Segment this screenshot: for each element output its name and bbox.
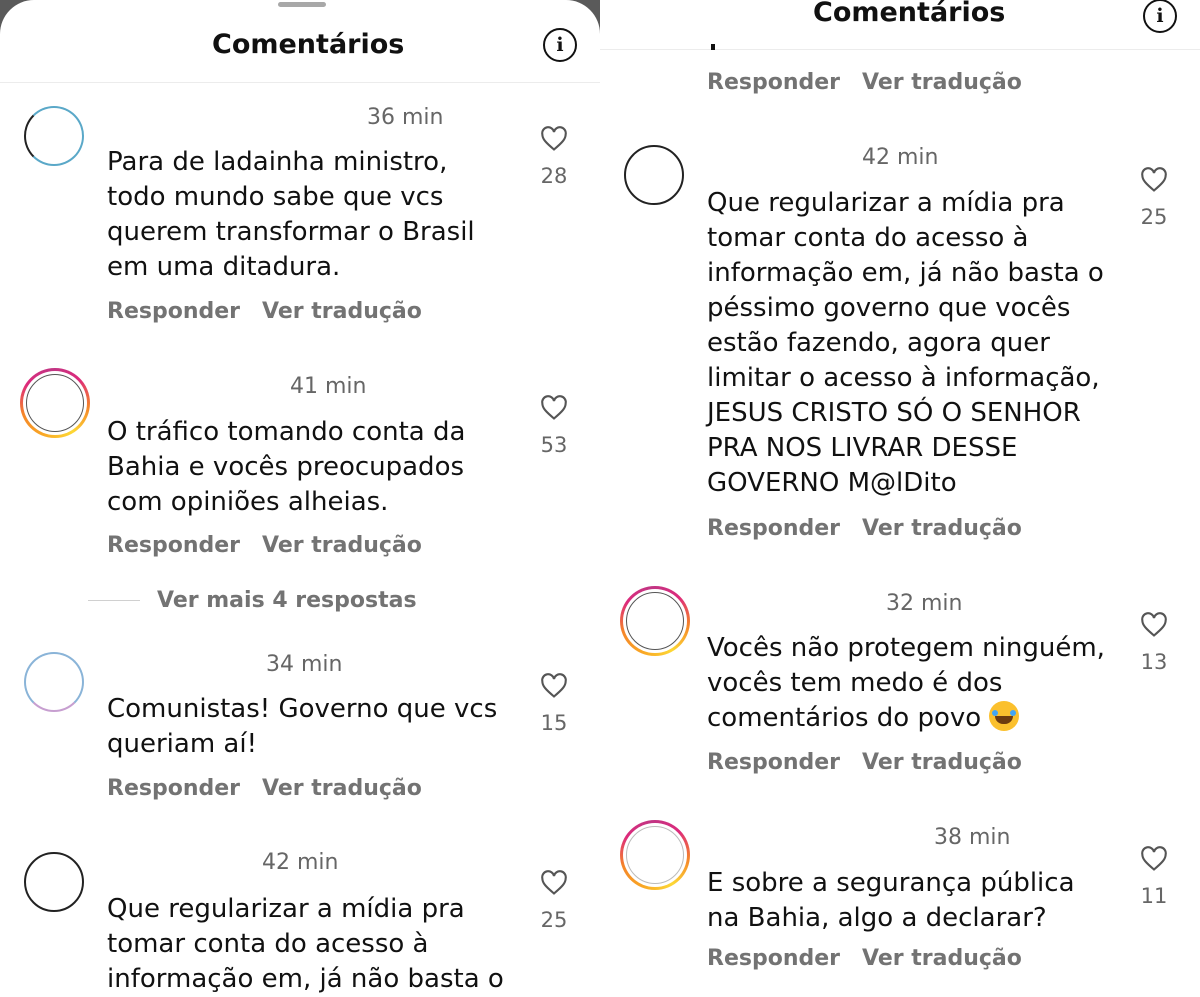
comment-text: E sobre a segurança pública na Bahia, algo a declarar? [707, 868, 1075, 933]
reply-button[interactable]: Responder [707, 516, 840, 541]
comment-text: Que regularizar a mídia pra tomar conta do acesso à informação em, já não basta o péssimo governo que vocês estão fazendo, agora quer limitar o acesso à informação, JESUS CRISTO SÓ O SENHOR PRA NOS LIVRAR DESSE GOVERNO M@lDito [707, 188, 1104, 498]
comment-time: 38 min [934, 825, 1011, 850]
comment-actions [707, 70, 1044, 95]
avatar[interactable] [620, 586, 690, 656]
like-count: 15 [540, 711, 568, 735]
comment-text [707, 631, 1105, 736]
comment-time: 34 min [266, 652, 343, 677]
comment-actions [107, 776, 444, 801]
reply-button[interactable]: Responder [707, 70, 840, 95]
heart-icon[interactable] [1140, 167, 1168, 193]
avatar[interactable] [620, 820, 690, 890]
page-title: Comentários [212, 29, 405, 60]
translate-button[interactable]: Ver tradução [862, 70, 1022, 95]
reply-button[interactable]: Responder [707, 750, 840, 775]
avatar[interactable] [24, 106, 84, 166]
like-count: 25 [540, 908, 568, 932]
page-title: Comentários [813, 0, 1006, 28]
heart-icon[interactable] [1140, 612, 1168, 638]
translate-button[interactable]: Ver tradução [262, 776, 422, 801]
translate-button[interactable]: Ver tradução [862, 750, 1022, 775]
text-fragment [711, 44, 715, 50]
like-count: 25 [1140, 205, 1168, 229]
heart-icon[interactable] [540, 126, 568, 152]
comment-time: 41 min [290, 374, 367, 399]
translate-button[interactable]: Ver tradução [262, 299, 422, 324]
info-icon[interactable]: i [1143, 0, 1177, 33]
like-count: 13 [1140, 650, 1168, 674]
drag-handle[interactable] [278, 2, 326, 7]
comment-actions [107, 533, 444, 558]
comment-text: O tráfico tomando conta da Bahia e vocês preocupados com opiniões alheias. [107, 417, 466, 517]
avatar[interactable] [24, 852, 84, 912]
comment-actions [707, 946, 1044, 971]
like-count: 11 [1140, 884, 1168, 908]
comment-text: Comunistas! Governo que vcs queriam aí! [107, 694, 498, 759]
translate-button[interactable]: Ver tradução [262, 533, 422, 558]
translate-button[interactable]: Ver tradução [862, 516, 1022, 541]
heart-icon[interactable] [540, 673, 568, 699]
comment-time: 36 min [367, 105, 444, 130]
heart-icon[interactable] [540, 870, 568, 896]
like-count: 53 [540, 433, 568, 457]
avatar[interactable] [20, 368, 90, 438]
comment-text-content: Vocês não protegem ninguém, vocês tem medo é dos comentários do povo [707, 633, 1105, 733]
reply-button[interactable]: Responder [707, 946, 840, 971]
header-divider [0, 82, 600, 83]
view-more-replies-button[interactable]: Ver mais 4 respostas [157, 588, 417, 613]
comment-text: Que regularizar a mídia pra tomar conta do acesso à informação em, já não basta o [107, 894, 504, 994]
comment-actions [707, 516, 1044, 541]
comment-actions [107, 299, 444, 324]
reply-button[interactable]: Responder [107, 299, 240, 324]
reply-button[interactable]: Responder [107, 533, 240, 558]
comment-time: 32 min [886, 591, 963, 616]
header-divider [600, 49, 1200, 50]
reply-button[interactable]: Responder [107, 776, 240, 801]
comment-time: 42 min [862, 145, 939, 170]
laughing-emoji-icon [989, 701, 1019, 731]
comment-text: Para de ladainha ministro, todo mundo sabe que vcs querem transformar o Brasil em uma ditadura. [107, 147, 475, 282]
avatar[interactable] [624, 145, 684, 205]
comment-time: 42 min [262, 850, 339, 875]
replies-divider [88, 600, 140, 601]
comment-actions [707, 750, 1044, 775]
left-comments-panel [0, 0, 600, 994]
info-icon[interactable]: i [543, 28, 577, 62]
heart-icon[interactable] [1140, 846, 1168, 872]
heart-icon[interactable] [540, 395, 568, 421]
avatar[interactable] [24, 652, 84, 712]
right-comments-panel [600, 0, 1200, 970]
translate-button[interactable]: Ver tradução [862, 946, 1022, 971]
like-count: 28 [540, 164, 568, 188]
